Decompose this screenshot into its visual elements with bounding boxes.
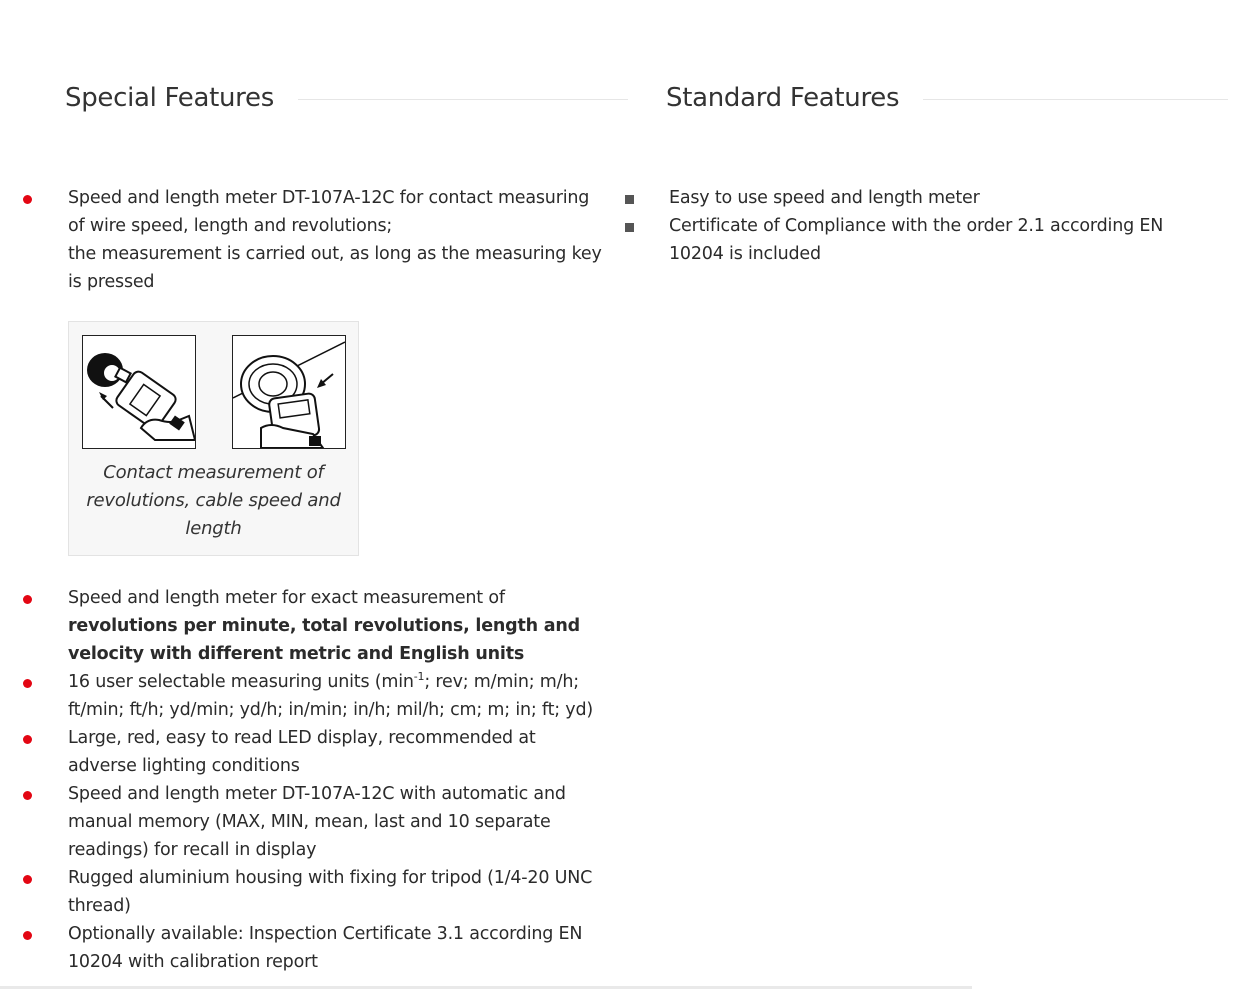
wheel-contact-illustration: [232, 335, 346, 449]
list-item: Easy to use speed and length meter: [645, 184, 1215, 212]
standard-features-header: [666, 78, 1228, 118]
intro-text-2: the measurement is carried out, as long as the measuring key is pressed: [68, 244, 602, 292]
intro-text-1: Speed and length meter DT-107A-12C for contact measuring of wire speed, length and revolutions;: [68, 188, 590, 236]
list-item: Large, red, easy to read LED display, recommended at adverse lighting conditions: [44, 724, 604, 780]
heading-divider: [923, 99, 1228, 100]
measurement-figure: [68, 321, 359, 556]
list-item: Speed and length meter DT-107A-12C with automatic and manual memory (MAX, MIN, mean, last and 10 separate readings) for recall in display: [44, 780, 604, 864]
feature-bold-text: revolutions per minute, total revolutions, length and velocity with different metric and English units: [68, 616, 580, 664]
list-item: Optionally available: Inspection Certificate 3.1 according EN 10204 with calibration report: [44, 920, 604, 976]
shaft-contact-illustration: [82, 335, 196, 449]
list-item: [44, 584, 604, 668]
heading-divider: [298, 99, 628, 100]
list-item: [44, 184, 604, 296]
list-item: Rugged aluminium housing with fixing for tripod (1/4-20 UNC thread): [44, 864, 604, 920]
special-features-header: [65, 78, 628, 118]
special-features-list: [44, 584, 604, 976]
standard-features-title: Standard Features: [666, 83, 900, 113]
feature-text: ; rev; m/min; m/h; ft/min; ft/h; yd/min; yd/h; in/min; in/h; mil/h; cm; m; in; ft; yd): [68, 672, 593, 720]
list-item: Certificate of Compliance with the order 2.1 according EN 10204 is included: [645, 212, 1215, 268]
standard-features-list: [645, 184, 1215, 268]
special-features-title: Special Features: [65, 83, 274, 113]
list-item: [44, 668, 604, 724]
figure-caption: Contact measurement of revolutions, cable speed and length: [86, 462, 341, 539]
feature-text: Speed and length meter for exact measurement of: [68, 588, 505, 608]
superscript: -1: [413, 670, 425, 684]
bottom-divider: [0, 986, 972, 989]
special-features-intro-list: [44, 184, 604, 296]
feature-text: 16 user selectable measuring units (min: [68, 672, 414, 692]
